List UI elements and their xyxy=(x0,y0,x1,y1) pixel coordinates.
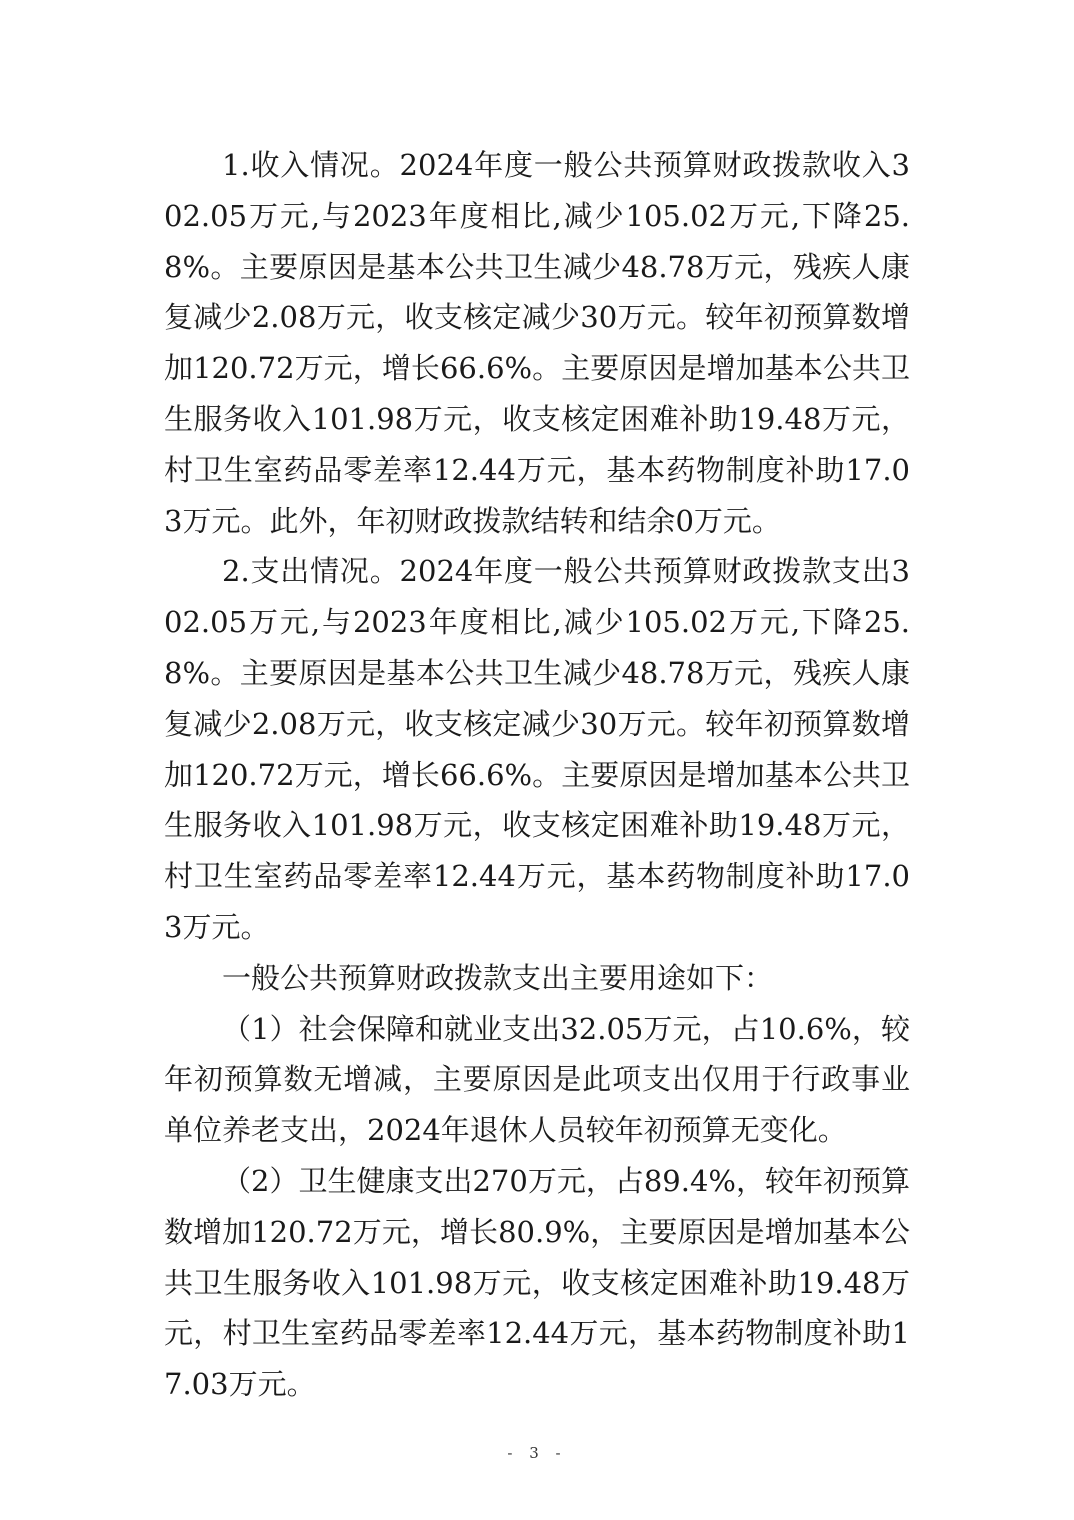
document-body xyxy=(164,140,910,1410)
page-number: - 3 - xyxy=(507,1444,567,1462)
paragraph-social-security: （1）社会保障和就业支出32.05万元，占10.6%，较年初预算数无增减，主要原因是此项支出仅用于行政事业单位养老支出，2024年退休人员较年初预算无变化。 xyxy=(164,1011,910,1148)
paragraph-expenditure: 2.支出情况。2024年度一般公共预算财政拨款支出302.05万元,与2023年度相比,减少105.02万元,下降25.8%。主要原因是基本公共卫生减少48.78万元，残疾人康复减少2.08万元，收支核定减少30万元。较年初预算数增加120.72万元，增长66.6%。主要原因是增加基本公共卫生服务收入101.98万元，收支核定困难补助19.48万元，村卫生室药品零差率12.44万元，基本药物制度补助17.03万元。 xyxy=(164,554,910,944)
paragraph-usage-intro: 一般公共预算财政拨款支出主要用途如下： xyxy=(222,960,774,995)
paragraph-health: （2）卫生健康支出270万元，占89.4%，较年初预算数增加120.72万元，增长80.9%，主要原因是增加基本公共卫生服务收入101.98万元，收支核定困难补助19.48万元，村卫生室药品零差率12.44万元，基本药物制度补助17.03万元。 xyxy=(164,1163,910,1402)
paragraph-income: 1.收入情况。2024年度一般公共预算财政拨款收入302.05万元,与2023年度相比,减少105.02万元,下降25.8%。主要原因是基本公共卫生减少48.78万元，残疾人康复减少2.08万元，收支核定减少30万元。较年初预算数增加120.72万元，增长66.6%。主要原因是增加基本公共卫生服务收入101.98万元，收支核定困难补助19.48万元，村卫生室药品零差率12.44万元，基本药物制度补助17.03万元。此外，年初财政拨款结转和结余0万元。 xyxy=(164,148,910,538)
